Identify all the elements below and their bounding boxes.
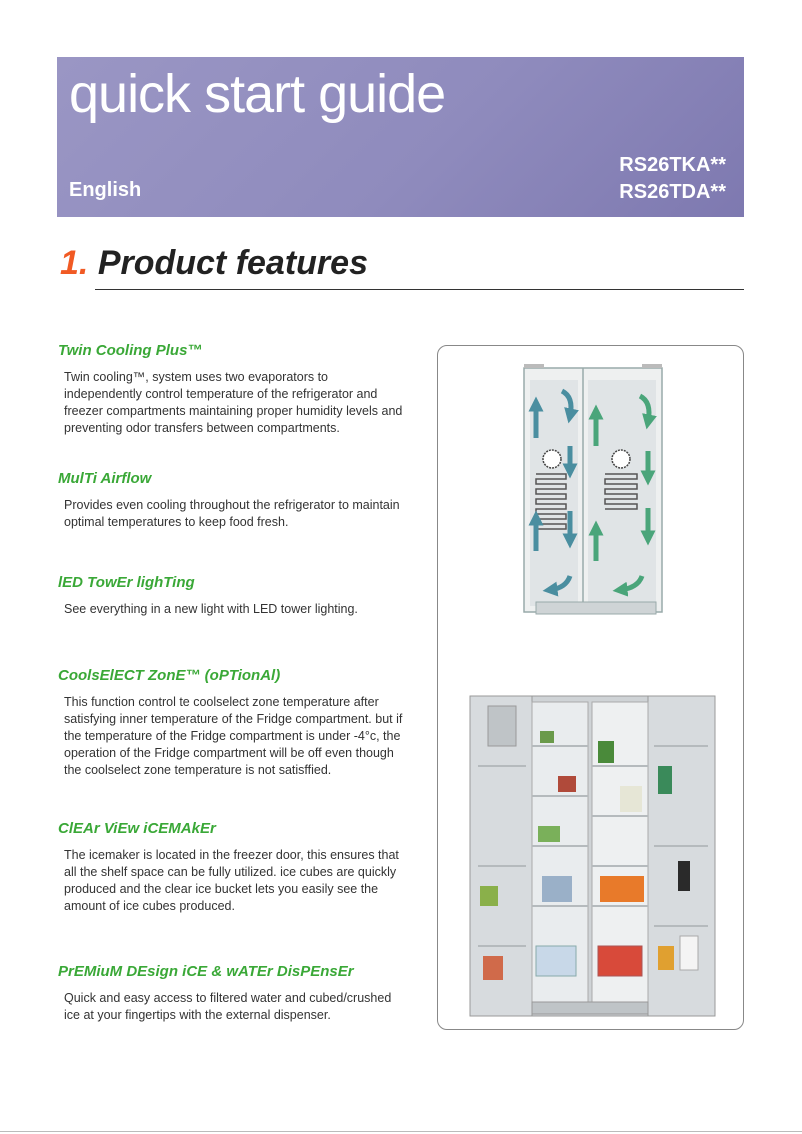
guide-title: quick start guide — [69, 64, 446, 124]
feature-title: PrEMiuM DEsign iCE & wATEr DisPEnsEr — [58, 963, 354, 980]
model-number: RS26TDA** — [619, 181, 726, 203]
language-label: English — [69, 179, 142, 201]
footer-divider — [0, 1131, 802, 1132]
feature-led-lighting — [58, 574, 408, 618]
airflow-diagram — [524, 364, 662, 614]
header-banner — [57, 57, 744, 217]
feature-icemaker — [58, 820, 408, 915]
heading-divider — [95, 289, 744, 290]
model-list — [619, 152, 726, 206]
feature-title: Twin Cooling Plus™ — [58, 342, 203, 359]
fridge-diagrams — [438, 346, 743, 1029]
feature-coolselect-zone — [58, 667, 408, 779]
section-number: 1. — [60, 244, 89, 282]
section-title: Product features — [97, 244, 368, 282]
feature-title: CoolsElECT ZonE™ (oPTionAl) — [58, 667, 281, 684]
feature-description: Provides even cooling throughout the refrigerator to maintain optimal temperatures to keep food fresh. — [64, 498, 400, 529]
feature-description: See everything in a new light with LED tower lighting. — [64, 602, 358, 616]
feature-multi-airflow — [58, 470, 408, 531]
section-heading — [60, 244, 368, 283]
open-fridge-illustration — [470, 696, 715, 1016]
feature-description: Quick and easy access to filtered water and cubed/crushed ice at your fingertips with the external dispenser. — [64, 991, 392, 1022]
model-number: RS26TKA** — [619, 154, 726, 176]
feature-title: lED TowEr lighTing — [58, 574, 195, 591]
feature-description: This function control te coolselect zone temperature after satisfying inner temperature of the Fridge compartment. but if the temperature of the Fridge compartment is under -4°c, the operation of the Fridge compartment will be off even though the coolselect zone temperature is not satisffied. — [64, 695, 403, 777]
feature-description: Twin cooling™, system uses two evaporators to independently control temperature of the refrigerator and freezer compartments maintaining proper humidity levels and preventing odor transfers between compartments. — [64, 370, 403, 435]
feature-title: ClEAr ViEw iCEMAkEr — [58, 820, 216, 837]
feature-title: MulTi Airflow — [58, 470, 152, 487]
illustration-panel — [437, 345, 744, 1030]
feature-dispenser — [58, 963, 408, 1024]
feature-twin-cooling — [58, 342, 408, 437]
feature-description: The icemaker is located in the freezer door, this ensures that all the shelf space can be fully utilized. ice cubes are quickly produced and the clear ice bucket lets you easily see the amount of ice cubes produced. — [64, 848, 399, 913]
